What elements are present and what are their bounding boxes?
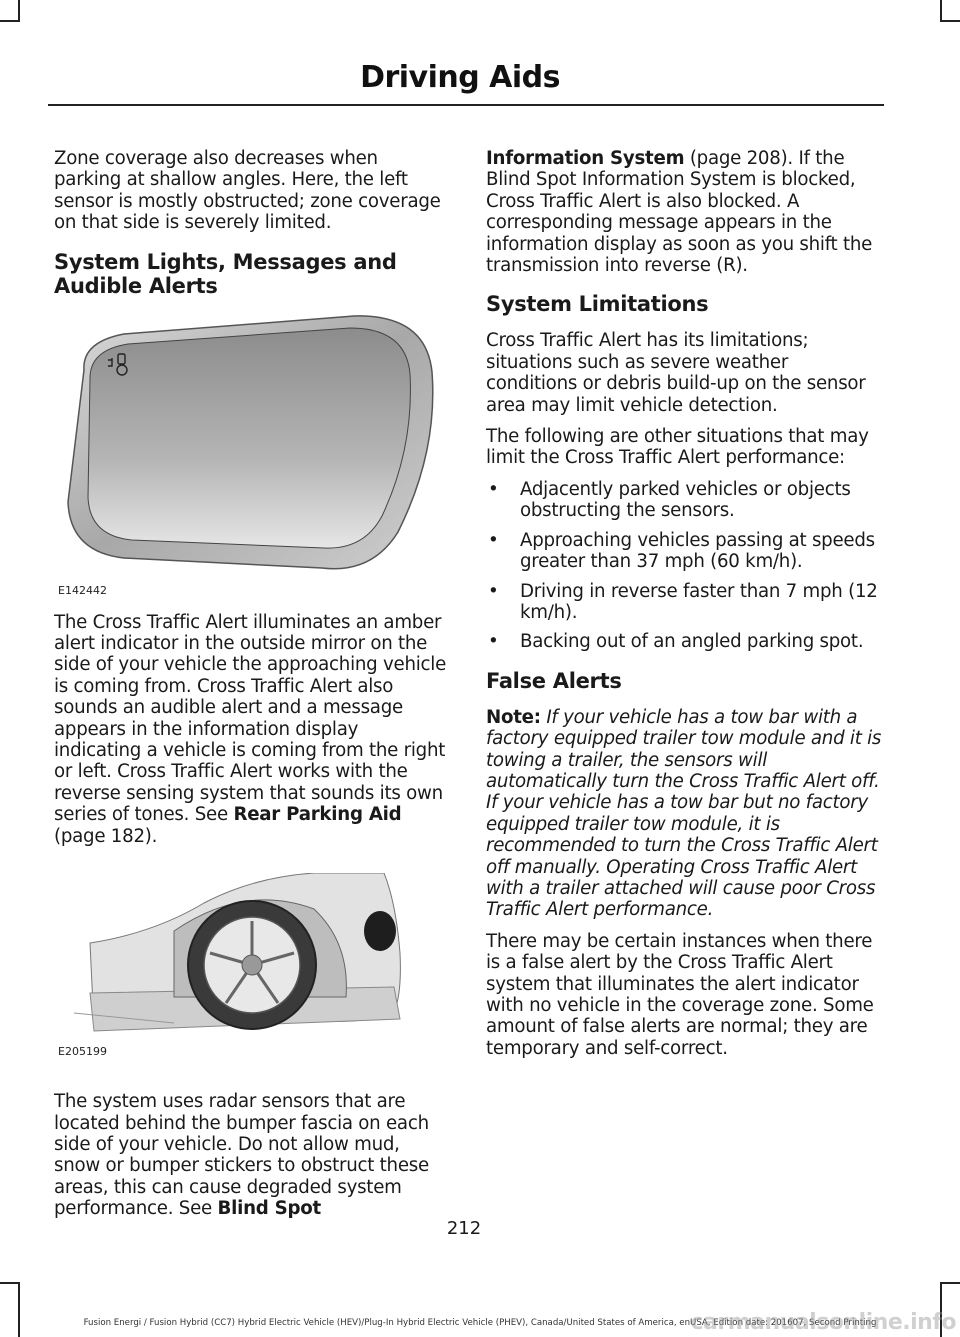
crop-mark xyxy=(940,0,942,20)
list-item: • Approaching vehicles passing at speeds greater than 37 mph (60 km/h). xyxy=(486,530,882,573)
bumper-sensor xyxy=(364,911,396,951)
header-rule xyxy=(48,104,884,106)
paragraph-information-system: Information System (page 208). If the Blind Spot Information System is blocked, Cross Traffic Alert is also blocked. A corresponding message appears in the information display as soon as you shift the transmission into reverse (R). xyxy=(486,148,873,277)
list-item: • Backing out of an angled parking spot. xyxy=(486,631,882,652)
note-label: Note: xyxy=(486,706,541,728)
link-blind-spot[interactable]: Blind Spot xyxy=(217,1198,321,1220)
watermark: carmanualsonline.info xyxy=(690,1310,956,1335)
paragraph-radar-sensors: The system uses radar sensors that are located behind the bumper fascia on each side of your vehicle. Do not allow mud, snow or bumper stickers to obstruct these areas, this can cause degraded system performance. See Blind Spot xyxy=(54,1091,429,1220)
note-tow-bar: Note: If your vehicle has a tow bar with a factory equipped trailer tow module and it is towing a trailer, the sensors will automatically turn the Cross Traffic Alert off. If your vehicle has a tow bar but no factory equipped trailer tow module, it is recommended to turn the Cross Traffic Alert off manually. Operating Cross Traffic Alert with a trailer attached will cause poor Cross Traffic Alert performance. xyxy=(486,706,882,921)
crop-mark xyxy=(940,1282,960,1284)
footer-edition-info: Fusion Energi / Fusion Hybrid (CC7) Hybrid Electric Vehicle (HEV)/Plug-In Hybrid Electric Vehicle (PHEV), Canada/United States of America, enUSA, Edition date: 201607, Second Printing xyxy=(83,1318,877,1328)
page-number: 212 xyxy=(446,1218,482,1239)
figure-rear-bumper xyxy=(54,873,450,1069)
crop-mark xyxy=(18,0,20,20)
left-column xyxy=(54,148,450,1230)
paragraph-zone-coverage: Zone coverage also decreases when parking at shallow angles. Here, the left sensor is mostly obstructed; zone coverage on that side is severely limited. xyxy=(54,148,441,234)
paragraph-other-situations: The following are other situations that may limit the Cross Traffic Alert performance: xyxy=(486,426,869,469)
figure-mirror xyxy=(54,312,450,608)
rear-bumper-illustration xyxy=(54,873,450,1053)
crop-mark xyxy=(18,1282,20,1337)
list-item: • Driving in reverse faster than 7 mph (12 km/h). xyxy=(486,581,882,624)
link-rear-parking-aid[interactable]: Rear Parking Aid xyxy=(233,804,402,826)
limitations-list xyxy=(486,479,882,653)
figure-code: E142442 xyxy=(58,583,107,597)
crop-mark xyxy=(940,20,960,22)
paragraph-false-alert: There may be certain instances when there is a false alert by the Cross Traffic Alert system that illuminates the alert indicator with no vehicle in the coverage zone. Some amount of false alerts are normal; they are temporary and self-correct. xyxy=(486,930,874,1059)
crop-mark xyxy=(0,20,20,22)
paragraph-limitations: Cross Traffic Alert has its limitations; situations such as severe weather conditions or debris build-up on the sensor area may limit vehicle detection. xyxy=(486,330,866,416)
heading-system-limitations: System Limitations xyxy=(486,292,709,317)
crop-mark xyxy=(0,1282,20,1284)
paragraph-cross-traffic-alert: The Cross Traffic Alert illuminates an amber alert indicator in the outside mirror on the side of your vehicle the approaching vehicle is coming from. Cross Traffic Alert also sounds an audible alert and a message appears in the information display indicating a vehicle is coming from the right or left. Cross Traffic Alert works with the reverse sensing system that sounds its own series of tones. See Rear Parking Aid (page 182). xyxy=(54,611,447,847)
list-item: • Adjacently parked vehicles or objects obstructing the sensors. xyxy=(486,479,882,522)
page-title: Driving Aids xyxy=(360,60,560,95)
heading-false-alerts: False Alerts xyxy=(486,668,622,693)
right-column xyxy=(486,148,882,1069)
figure-code: E205199 xyxy=(58,1045,107,1059)
mirror-illustration xyxy=(54,312,450,592)
heading-system-lights: System Lights, Messages and Audible Alerts xyxy=(54,249,397,298)
link-information-system[interactable]: Information System xyxy=(486,148,685,169)
